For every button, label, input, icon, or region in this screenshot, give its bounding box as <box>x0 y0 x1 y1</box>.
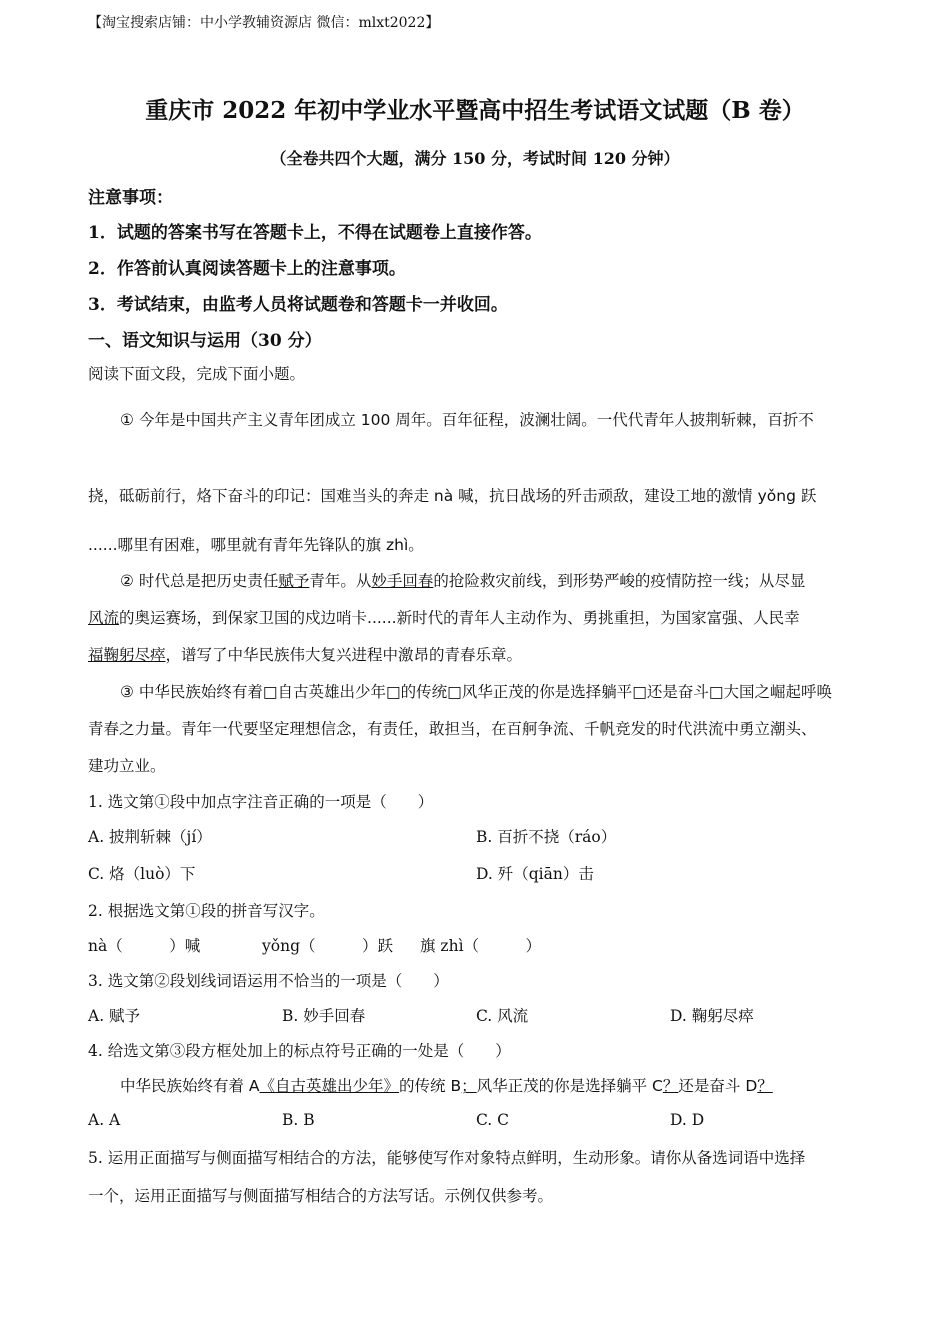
option-c: C. 烙（luò）下 <box>88 865 196 883</box>
underlined-word: 妙手回春 <box>371 572 434 590</box>
question-stem: 4. 给选文第③段方框处加上的标点符号正确的一处是（ ） <box>88 1042 511 1060</box>
option-b: B. B <box>282 1111 315 1129</box>
passage-line: ② 时代总是把历史责任赋予青年。从妙手回春的抢险救灾前线，到形势严峻的疫情防控一线；从尽显 <box>120 572 806 590</box>
passage-line: 福鞠躬尽瘁，谱写了中华民族伟大复兴进程中激昂的青春乐章。 <box>88 646 523 664</box>
page-subtitle: （全卷共四个大题，满分 150 分，考试时间 120 分钟） <box>270 149 680 168</box>
underlined-word: 风流 <box>88 609 120 627</box>
pinyin-blank: yǒng（ ）跃 <box>262 937 393 955</box>
option-b: B. 妙手回春 <box>282 1007 366 1025</box>
section-heading: 一、语文知识与运用（30 分） <box>88 331 322 351</box>
option-a: A. 赋予 <box>88 1007 141 1025</box>
notice-heading: 注意事项： <box>88 188 173 208</box>
notice-item: 1．试题的答案书写在答题卡上，不得在试题卷上直接作答。 <box>88 223 542 243</box>
passage-line: 青春之力量。青年一代要坚定理想信念，有责任，敢担当，在百舸争流、千帆竞发的时代洪流中勇立潮头、 <box>88 720 817 738</box>
question-stem: 3. 选文第②段划线词语运用不恰当的一项是（ ） <box>88 972 449 990</box>
option-d: D. 鞠躬尽瘁 <box>670 1007 754 1025</box>
pinyin-blank: nà（ ）喊 <box>88 937 201 955</box>
passage-line: ......哪里有困难，哪里就有青年先锋队的旗 zhì。 <box>88 536 424 554</box>
passage-line: 风流的奥运赛场，到保家卫国的戍边哨卡......新时代的青年人主动作为、勇挑重担，为国家富强、人民幸 <box>88 609 800 627</box>
header-note: 【淘宝搜索店铺：中小学教辅资源店 微信：mlxt2022】 <box>88 15 440 31</box>
notice-item: 3．考试结束，由监考人员将试题卷和答题卡一并收回。 <box>88 295 508 315</box>
question-stem: 2. 根据选文第①段的拼音写汉字。 <box>88 902 325 920</box>
question-stem: 一个，运用正面描写与侧面描写相结合的方法写话。示例仅供参考。 <box>88 1187 554 1205</box>
option-c: C. 风流 <box>476 1007 529 1025</box>
section-instruction: 阅读下面文段，完成下面小题。 <box>88 365 306 383</box>
passage-line: 建功立业。 <box>88 757 166 775</box>
option-b: B. 百折不挠（ráo） <box>476 828 617 846</box>
option-d: D. D <box>670 1111 705 1129</box>
question-stem: 5. 运用正面描写与侧面描写相结合的方法，能够使写作对象特点鲜明，生动形象。请你从备选词语中选择 <box>88 1149 806 1167</box>
option-d: D. 歼（qiān）击 <box>476 865 594 883</box>
question-stem: 1. 选文第①段中加点字注音正确的一项是（ ） <box>88 793 434 811</box>
passage-line: 挠，砥砺前行，烙下奋斗的印记：国难当头的奔走 nà 喊，抗日战场的歼击顽敌，建设工地的激情 yǒng 跃 <box>88 487 817 505</box>
punctuation-sentence: 中华民族始终有着 A《自古英雄出少年》的传统 B；风华正茂的你是选择躺平 C？还是奋斗 D？ <box>120 1077 773 1095</box>
underlined-word: 赋予 <box>278 572 310 590</box>
option-a: A. A <box>88 1111 121 1129</box>
pinyin-blank: 旗 zhì（ ） <box>420 937 542 955</box>
page-title: 重庆市 2022 年初中学业水平暨高中招生考试语文试题（B 卷） <box>145 97 805 124</box>
option-a: A. 披荆斩棘（jí） <box>88 828 212 846</box>
underlined-word: 福鞠躬尽瘁 <box>88 646 166 664</box>
passage-line: ① 今年是中国共产主义青年团成立 100 周年。百年征程，波澜壮阔。一代代青年人披荆斩棘，百折不 <box>120 411 814 429</box>
passage-line: ③ 中华民族始终有着□自古英雄出少年□的传统□风华正茂的你是选择躺平□还是奋斗□大国之崛起呼唤 <box>120 683 833 701</box>
option-c: C. C <box>476 1111 510 1129</box>
notice-item: 2．作答前认真阅读答题卡上的注意事项。 <box>88 259 406 279</box>
